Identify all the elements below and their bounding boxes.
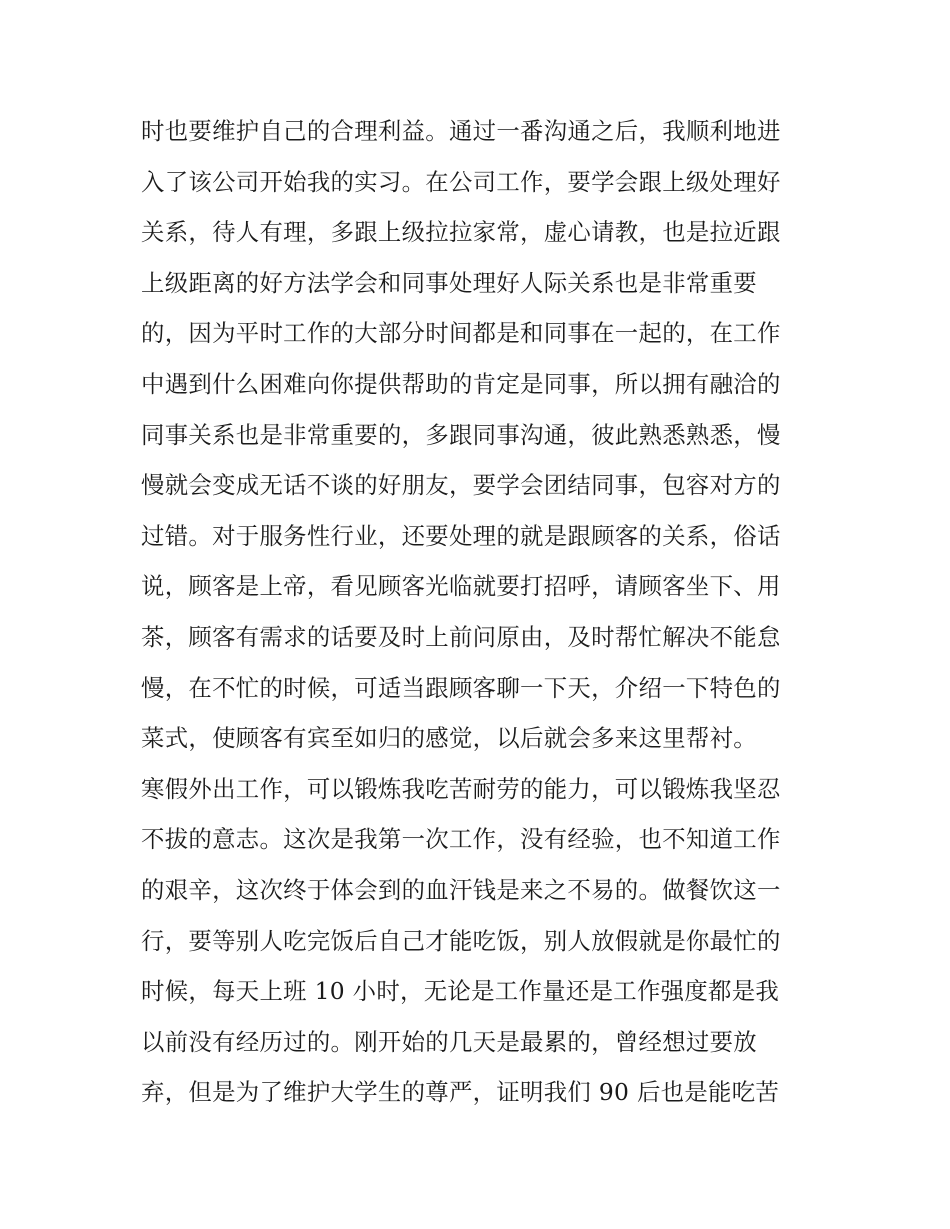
text-line-2: 入了该公司开始我的实习。在公司工作，要学会跟上级处理好 — [141, 167, 781, 196]
text-line-5: 的，因为平时工作的大部分时间都是和同事在一起的，在工作 — [141, 319, 781, 348]
text-line-11: 茶，顾客有需求的话要及时上前问原由，及时帮忙解决不能怠 — [141, 622, 781, 651]
text-line-4: 上级距离的好方法学会和同事处理好人际关系也是非常重要 — [141, 268, 757, 297]
text-line-8: 慢就会变成无话不谈的好朋友，要学会团结同事，包容对方的 — [141, 471, 781, 500]
text-line-18: 时候，每天上班 10 小时，无论是工作量还是工作强度都是我 — [141, 977, 780, 1006]
text-line-13: 菜式，使顾客有宾至如归的感觉，以后就会多来这里帮衬。 — [141, 724, 757, 753]
text-line-17: 行，要等别人吃完饭后自己才能吃饭，别人放假就是你最忙的 — [141, 926, 781, 955]
text-line-15: 不拔的意志。这次是我第一次工作，没有经验，也不知道工作 — [141, 825, 781, 854]
text-line-12: 慢，在不忙的时候，可适当跟顾客聊一下天，介绍一下特色的 — [141, 673, 781, 702]
text-line-10: 说，顾客是上帝，看见顾客光临就要打招呼，请顾客坐下、用 — [141, 572, 781, 601]
text-line-3: 关系，待人有理，多跟上级拉拉家常，虚心请教，也是拉近跟 — [141, 218, 781, 247]
text-line-9: 过错。对于服务性行业，还要处理的就是跟顾客的关系，俗话 — [141, 521, 781, 550]
text-line-16: 的艰辛，这次终于体会到的血汗钱是来之不易的。做餐饮这一 — [141, 875, 781, 904]
text-line-1: 时也要维护自己的合理利益。通过一番沟通之后，我顺利地进 — [141, 117, 781, 145]
text-line-7: 同事关系也是非常重要的，多跟同事沟通，彼此熟悉熟悉，慢 — [141, 420, 781, 449]
text-line-19: 以前没有经历过的。刚开始的几天是最累的，曾经想过要放 — [141, 1027, 757, 1056]
body-text — [141, 106, 821, 1118]
text-line-6: 中遇到什么困难向你提供帮助的肯定是同事，所以拥有融洽的 — [141, 369, 781, 398]
text-line-14: 寒假外出工作，可以锻炼我吃苦耐劳的能力，可以锻炼我坚忍 — [141, 774, 781, 803]
text-line-20: 弃，但是为了维护大学生的尊严，证明我们 90 后也是能吃苦 — [141, 1078, 780, 1107]
